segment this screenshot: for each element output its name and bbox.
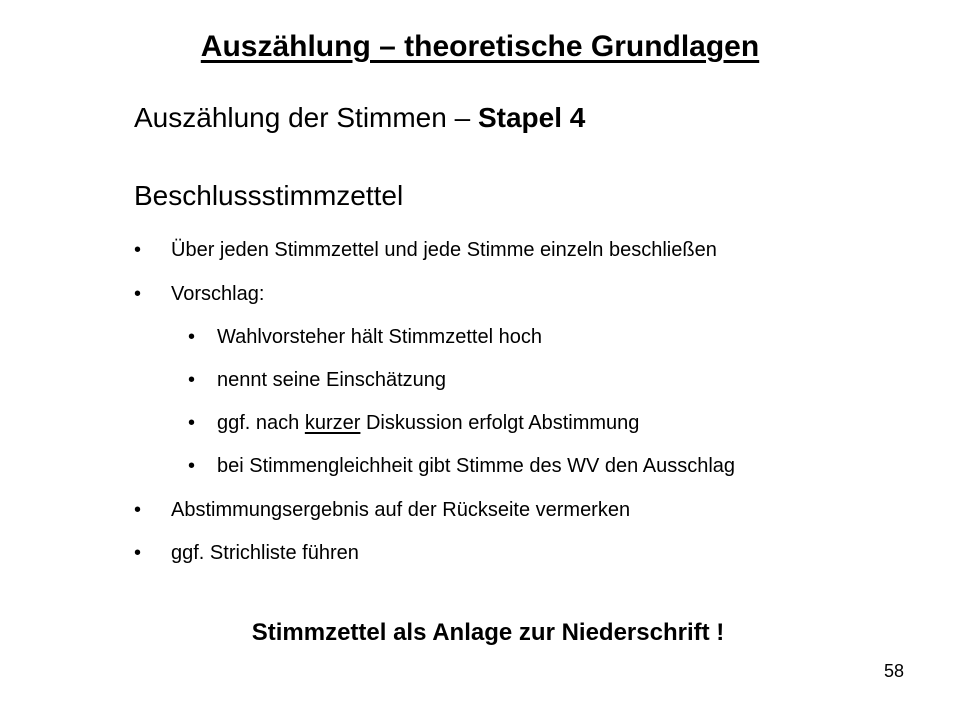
slide-subtitle bbox=[134, 102, 585, 134]
page-number: 58 bbox=[884, 661, 905, 681]
underlined-word: kurzer bbox=[304, 412, 361, 434]
slide-title: Auszählung – theoretische Grundlagen bbox=[200, 30, 760, 63]
bullet-marker: • bbox=[134, 542, 142, 564]
bullet-marker: • bbox=[188, 412, 196, 434]
bullet-marker: • bbox=[188, 369, 196, 391]
bullet-text: ggf. Strichliste führen bbox=[171, 542, 359, 564]
bullet-text bbox=[217, 412, 639, 435]
bullet-text-before: ggf. nach bbox=[217, 412, 305, 434]
bullet-text: Vorschlag: bbox=[171, 283, 265, 305]
bullet-text: Wahlvorsteher hält Stimmzettel hoch bbox=[217, 326, 542, 348]
subtitle-emphasis: Stapel 4 bbox=[477, 102, 586, 133]
bullet-marker: • bbox=[134, 239, 142, 261]
bullet-text: nennt seine Einschätzung bbox=[217, 369, 447, 391]
bullet-marker: • bbox=[188, 326, 196, 348]
bullet-marker: • bbox=[134, 283, 142, 305]
bullet-marker: • bbox=[134, 499, 142, 521]
bullet-text: Über jeden Stimmzettel und jede Stimme einzeln beschließen bbox=[171, 239, 717, 261]
section-heading: Beschlussstimmzettel bbox=[134, 180, 404, 211]
bullet-text-after: Diskussion erfolgt Abstimmung bbox=[360, 412, 640, 434]
footer-note: Stimmzettel als Anlage zur Niederschrift ! bbox=[251, 619, 725, 646]
bullet-text: Abstimmungsergebnis auf der Rückseite vermerken bbox=[171, 499, 631, 521]
subtitle-prefix: Auszählung der Stimmen – bbox=[134, 102, 478, 133]
bullet-marker: • bbox=[188, 455, 196, 477]
bullet-text: bei Stimmengleichheit gibt Stimme des WV den Ausschlag bbox=[217, 455, 736, 477]
